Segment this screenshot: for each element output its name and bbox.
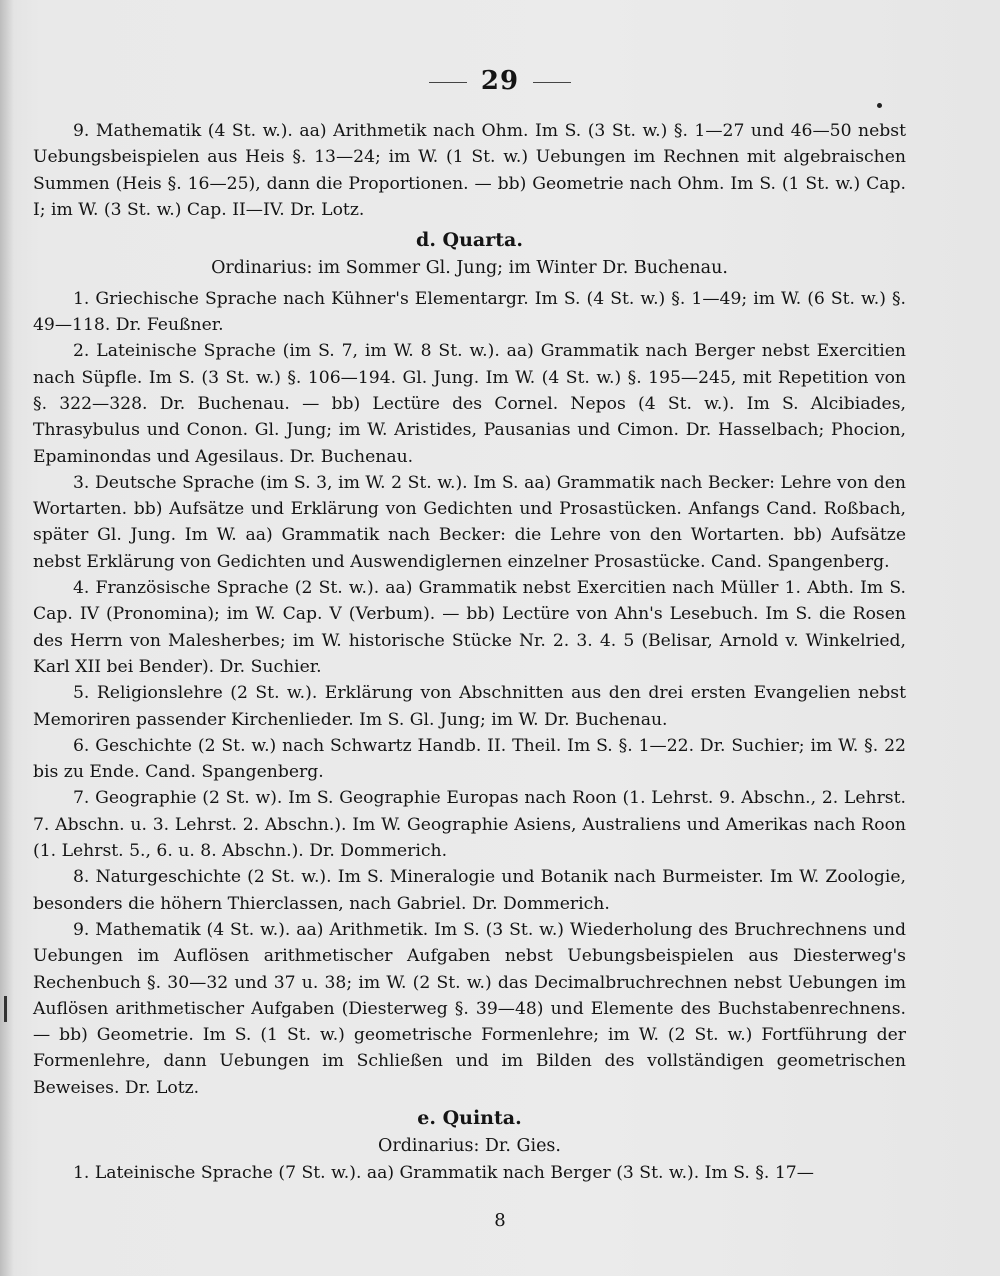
- section-heading-quarta: d. Quarta.: [416, 229, 523, 252]
- section-heading-quinta: e. Quinta.: [417, 1106, 522, 1129]
- paragraph-tertia-mathematik: 9. Mathematik (4 St. w.). aa) Arithmetik nach Ohm. Im S. (3 St. w.) §. 1—27 und 46—50 nebst Uebungsbeispielen aus Heis §. 13—24; im W. (1 St. w.) Uebungen im Rechnen mit algebraischen Summen (Heis §. 16—25), dann die Proportionen. — bb) Geometrie nach Ohm. Im S. (1 St. w.) Cap. I; im W. (3 St. w.) Cap. II—IV. Dr. Lotz.: [33, 121, 906, 220]
- binding-mark: [4, 996, 7, 1022]
- print-speck: [877, 103, 882, 108]
- page-number: [0, 66, 1000, 96]
- paragraph-quarta-geographie: 7. Geographie (2 St. w). Im S. Geographie Europas nach Roon (1. Lehrst. 9. Abschn., 2. Lehrst. 7. Abschn. u. 3. Lehrst. 2. Abschn.). Im W. Geographie Asiens, Australiens und Amerikas nach Roon (1. Lehrst. 5., 6. u. 8. Abschn.). Dr. Dommerich.: [33, 788, 906, 862]
- page-number-dash-left: [429, 82, 467, 83]
- body-text: [33, 118, 906, 1186]
- signature-mark: 8: [494, 1210, 506, 1231]
- page-number-dash-right: [533, 82, 571, 83]
- paragraph-quarta-mathematik: 9. Mathematik (4 St. w.). aa) Arithmetik. Im S. (3 St. w.) Wiederholung des Bruchrechnens und Uebungen im Auflösen arithmetischer Aufgaben nebst Uebungsbeispielen aus Diesterweg's Rechenbuch §. 30—32 und 37 u. 38; im W. (2 St. w.) das Decimalbruchrechnen nebst Uebungen im Auflösen arithmetischer Aufgaben (Diesterweg §. 39—48) und Elemente des Buchstabenrechnens. — bb) Geometrie. Im S. (1 St. w.) geometrische Formenlehre; im W. (2 St. w.) Fortführung der Formenlehre, dann Uebungen im Schließen und im Bilden des vollständigen geometrischen Beweises. Dr. Lotz.: [33, 919, 906, 1098]
- ordinarius-quarta: Ordinarius: im Sommer Gl. Jung; im Winter Dr. Buchenau.: [211, 258, 728, 279]
- paragraph-quarta-geschichte: 6. Geschichte (2 St. w.) nach Schwartz Handb. II. Theil. Im S. §. 1—22. Dr. Suchier; im W. §. 22 bis zu Ende. Cand. Spangenberg.: [33, 735, 906, 783]
- page-number-value: 29: [480, 66, 520, 96]
- paragraph-quarta-religion: 5. Religionslehre (2 St. w.). Erklärung von Abschnitten aus den drei ersten Evangelien nebst Memoriren passender Kirchenlieder. Im S. Gl. Jung; im W. Dr. Buchenau.: [33, 683, 906, 730]
- paragraph-quarta-griechisch: 1. Griechische Sprache nach Kühner's Elementargr. Im S. (4 St. w.) §. 1—49; im W. (6 St. w.) §. 49—118. Dr. Feußner.: [33, 288, 906, 336]
- paragraph-quinta-latein: 1. Lateinische Sprache (7 St. w.). aa) Grammatik nach Berger (3 St. w.). Im S. §. 17—: [73, 1162, 814, 1183]
- paragraph-quarta-deutsch: 3. Deutsche Sprache (im S. 3, im W. 2 St. w.). Im S. aa) Grammatik nach Becker: Lehre von den Wortarten. bb) Aufsätze und Erklärung von Gedichten und Prosastücken. Anfangs Cand. Roßbach, später Gl. Jung. Im W. aa) Grammatik nach Becker: die Lehre von den Wortarten. bb) Aufsätze nebst Erklärung von Gedichten und Auswendiglernen einzelner Prosastücke. Cand. Spangenberg.: [33, 472, 906, 572]
- paragraph-quarta-naturgeschichte: 8. Naturgeschichte (2 St. w.). Im S. Mineralogie und Botanik nach Burmeister. Im W. Zoologie, besonders die höhern Thierclassen, nach Gabriel. Dr. Dommerich.: [33, 867, 906, 914]
- ordinarius-quinta: Ordinarius: Dr. Gies.: [378, 1136, 561, 1157]
- paragraph-quarta-latein: 2. Lateinische Sprache (im S. 7, im W. 8 St. w.). aa) Grammatik nach Berger nebst Exercitien nach Süpfle. Im S. (3 St. w.) §. 106—194. Gl. Jung. Im W. (4 St. w.) §. 195—245, mit Repetition von §. 322—328. Dr. Buchenau. — bb) Lectüre des Cornel. Nepos (4 St. w.). Im S. Alcibiades, Thrasybulus und Conon. Gl. Jung; im W. Aristides, Pausanias und Cimon. Dr. Hasselbach; Phocion, Epaminondas und Agesilaus. Dr. Buchenau.: [33, 341, 906, 467]
- paragraph-quarta-franzoesisch: 4. Französische Sprache (2 St. w.). aa) Grammatik nebst Exercitien nach Müller 1. Abth. Im S. Cap. IV (Pronomina); im W. Cap. V (Verbum). — bb) Lectüre von Ahn's Lesebuch. Im S. die Rosen des Herrn von Malesherbes; im W. historische Stücke Nr. 2. 3. 4. 5 (Belisar, Arnold v. Winkelried, Karl XII bei Bender). Dr. Suchier.: [33, 578, 906, 677]
